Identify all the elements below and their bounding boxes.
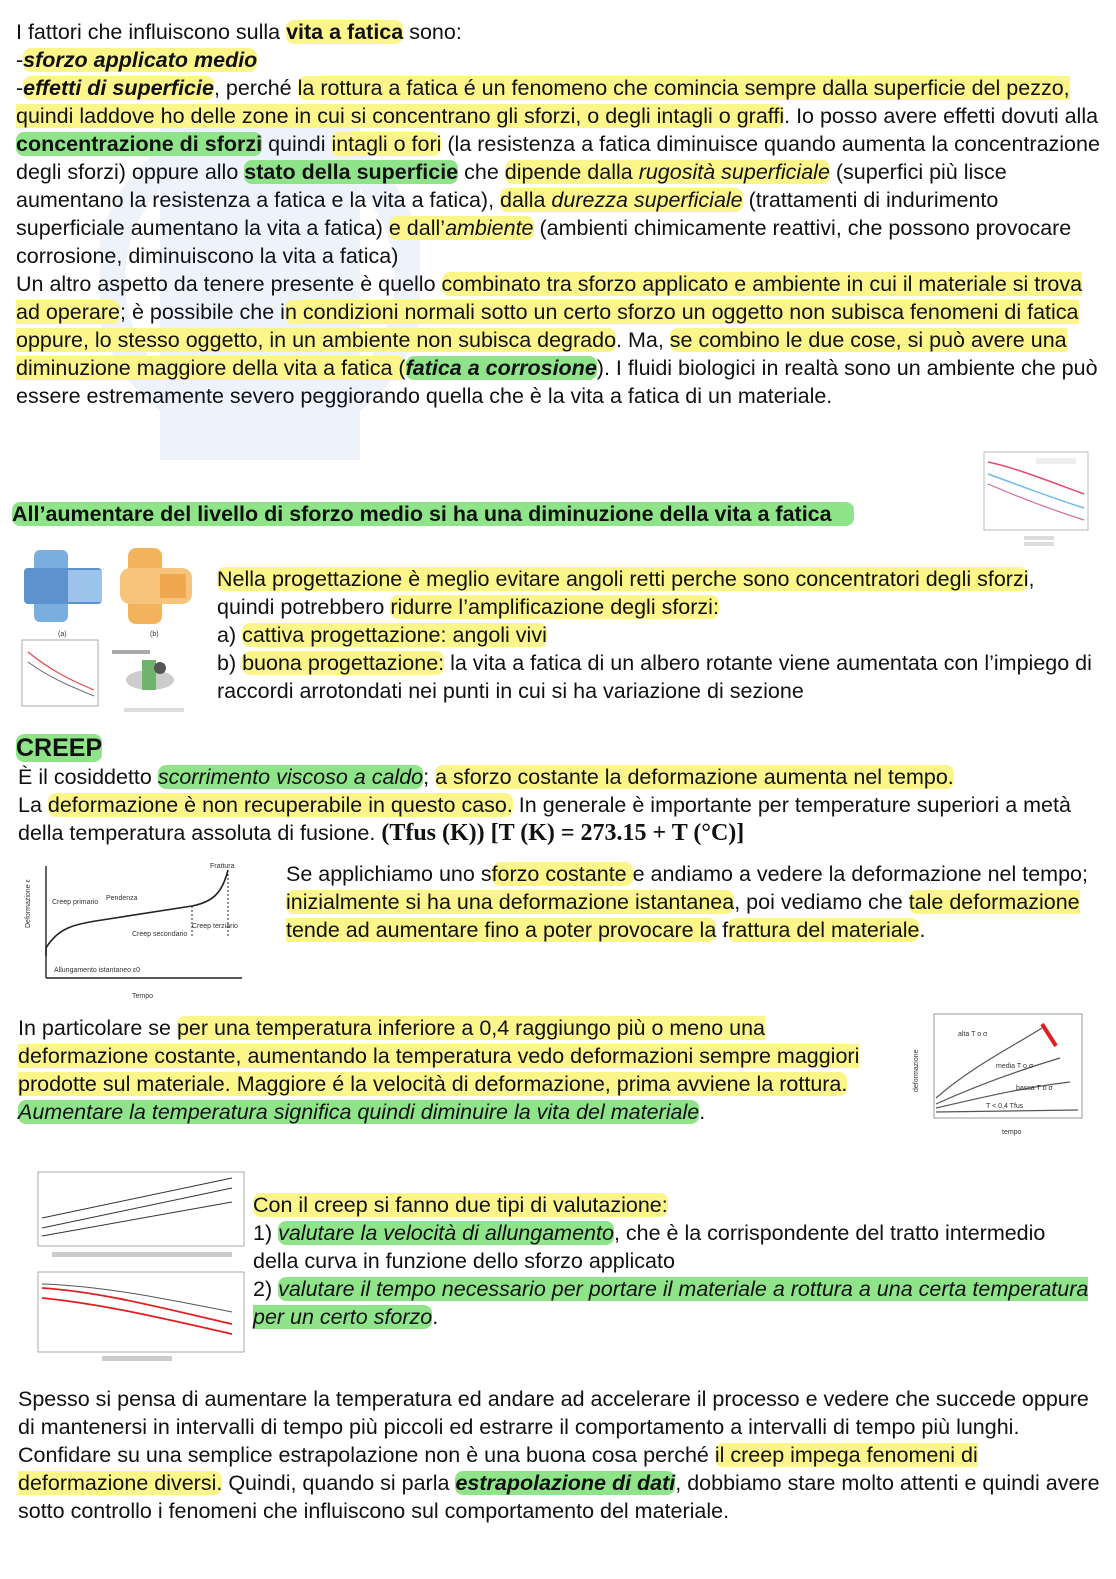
label-a: (a) bbox=[58, 631, 67, 638]
svg-text:Tempo: Tempo bbox=[132, 993, 154, 1000]
svg-text:Deformazione ε: Deformazione ε bbox=[25, 879, 32, 928]
svg-text:Creep terziario: Creep terziario bbox=[192, 923, 238, 930]
shaft-sharp-corner bbox=[24, 550, 102, 622]
svg-text:T < 0,4 Tfus: T < 0,4 Tfus bbox=[986, 1103, 1024, 1110]
creep-curve-figure bbox=[22, 858, 268, 1002]
svg-text:deformazione: deformazione bbox=[913, 1049, 920, 1092]
stress-heading: All’aumentare del livello di sforzo medio si ha una diminuzione della vita a fatica bbox=[12, 500, 972, 528]
temperature-paragraph: In particolare se per una temperatura inferiore a 0,4 raggiungo più o meno una deformazione costante, aumentando la temperatura vedo deformazioni sempre maggiori prodotte sul materiale. Maggiore é la velocità di deformazione, prima avviene la rottura. Aumentare la temperatura significa quindi diminuire la vita del materiale. bbox=[18, 1016, 860, 1124]
svg-text:media T o σ: media T o σ bbox=[996, 1063, 1034, 1070]
svg-text:alta T o σ: alta T o σ bbox=[958, 1031, 988, 1038]
creep-curve-paragraph: Se applichiamo uno sforzo costante e andiamo a vedere la deformazione nel tempo; inizialmente si ha una deformazione istantanea, poi vediamo che tale deformazione tende ad aumentare fino a poter provocare la frattura del materiale. bbox=[286, 862, 1088, 942]
shaft-design-figure bbox=[20, 540, 200, 718]
final-paragraph: Spesso si pensa di aumentare la temperatura ed andare ad accelerare il processo e vedere che succede oppure di mantenersi in intervalli di tempo più piccoli ed estrarre il comportamento a intervalli di tempo più lunghi. Confidare su una semplice estrapolazione non è una buona cosa perché il creep impega fenomeni di deformazione diversi. Quindi, quando si parla estrapolazione di dati, dobbiamo stare molto attenti e quindi avere sotto controllo i fenomeni che influiscono sul comportamento del materiale. bbox=[18, 1387, 1100, 1523]
svg-text:bassa T o σ: bassa T o σ bbox=[1016, 1085, 1053, 1092]
intro-paragraph: I fattori che influiscono sulla vita a fatica sono: -sforzo applicato medio -effetti di superficie, perché la rottura a fatica é un fenomeno che comincia sempre dalla superficie del pezzo, quindi laddove ho delle zone in cui si concentrano gli sforzi, o degli intagli o graffi. Io posso avere effetti dovuti alla concentrazione di sforzi quindi intagli o fori (la resistenza a fatica diminuisce quando aumenta la concentrazione degli sforzi) oppure allo stato della superficie che dipende dalla rugosità superficiale (superfici più lisce aumentano la resistenza a fatica e la vita a fatica), dalla durezza superficiale (trattamenti di indurimento superficiale aumentano la vita a fatica) e dall’ambiente (ambienti chimicamente reattivi, che possono provocare corrosione, diminuiscono la vita a fatica) Un altro aspetto da tenere presente è quello combinato tra sforzo applicato e ambiente in cui il materiale si trova ad operare; è possibile che in condizioni normali sotto un certo sforzo un oggetto non subisca fenomeni di fatica oppure, lo stesso oggetto, in un ambiente non subisca degrado. Ma, se combino le due cose, si può avere una diminuzione maggiore della vita a fatica (fatica a corrosione). I fluidi biologici in realtà sono un ambiente che può essere estremamente severo peggiorando quella che è la vita a fatica di un materiale. bbox=[16, 20, 1100, 408]
creep-paragraph: È il cosiddetto scorrimento viscoso a caldo; a sforzo costante la deformazione aumenta nel tempo. La deformazione è non recuperabile in questo caso. In generale è importante per temperature superiori a metà della temperatura assoluta di fusione. (Tfus (K)) [T (K) = 273.15 + T (°C)] bbox=[18, 765, 1071, 846]
svg-text:Creep secondario: Creep secondario bbox=[132, 931, 188, 938]
creep-rate-figure bbox=[22, 1168, 248, 1364]
temperature-creep-figure bbox=[910, 1008, 1094, 1142]
sn-curve-figure bbox=[976, 446, 1094, 550]
svg-text:Frattura: Frattura bbox=[210, 863, 235, 870]
svg-text:Creep primario: Creep primario bbox=[52, 899, 99, 906]
creep-title: CREEP bbox=[16, 734, 103, 762]
svg-text:Allungamento istantaneo ε0: Allungamento istantaneo ε0 bbox=[54, 967, 141, 974]
label-b: (b) bbox=[150, 631, 159, 638]
design-paragraph: Nella progettazione è meglio evitare angoli retti perche sono concentratori degli sforzi, quindi potrebbero ridurre l’amplificazione degli sforzi: a) cattiva progettazione: angoli vivi b) buona progettazione: la vita a fatica di un albero rotante viene aumentata con l’impiego di raccordi arrotondati nei punti in cui si ha variazione di sezione bbox=[217, 567, 1092, 703]
svg-text:Pendenza: Pendenza bbox=[106, 895, 138, 902]
evaluation-paragraph: Con il creep si fanno due tipi di valutazione: 1) valutare la velocità di allungamento, che è la corrispondente del tratto intermedio della curva in funzione dello sforzo applicato 2) valutare il tempo necessario per portare il materiale a rottura a una certa temperatura per un certo sforzo. bbox=[253, 1193, 1089, 1329]
shaft-rounded-fillet bbox=[120, 548, 192, 624]
fusion-formula: (Tfus (K)) [T (K) = 273.15 + T (°C)] bbox=[381, 820, 745, 846]
svg-text:tempo: tempo bbox=[1002, 1129, 1022, 1136]
